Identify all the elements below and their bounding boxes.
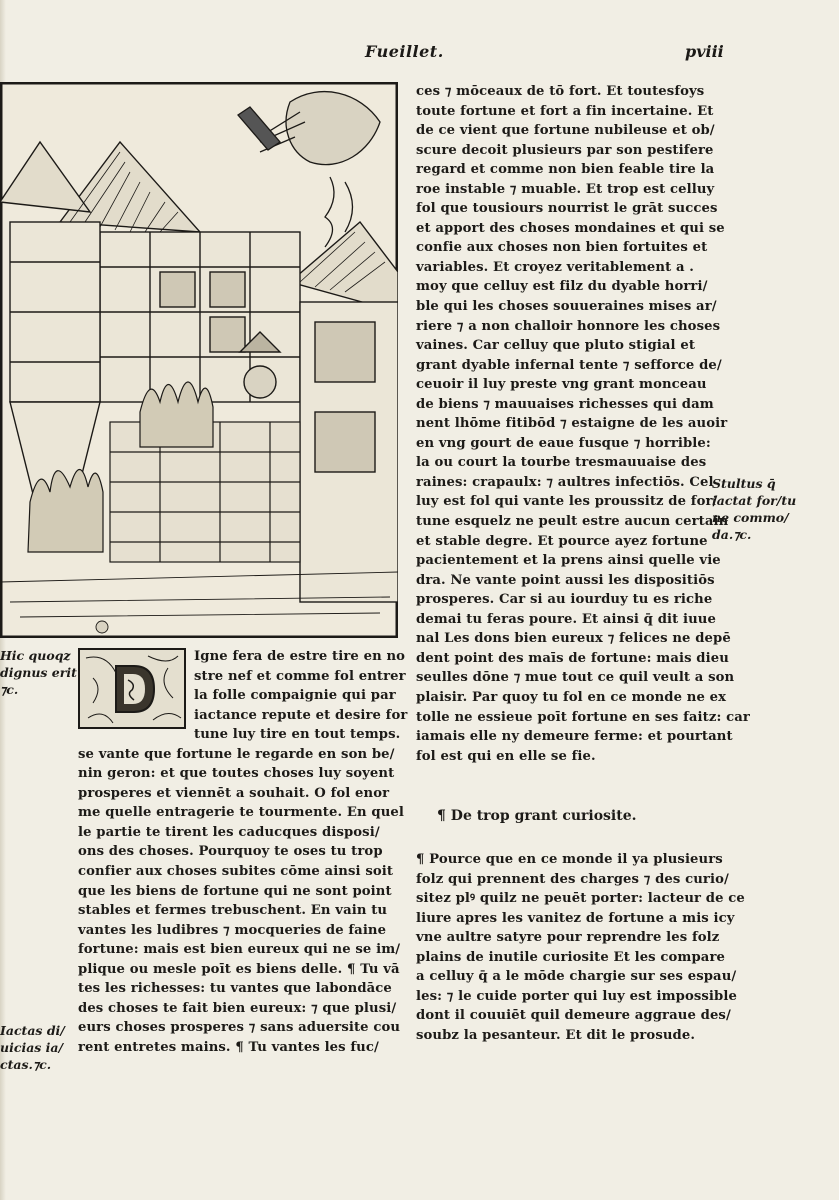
- text-line: et apport des choses mondaines et qui se: [416, 220, 725, 236]
- text-line: pacientement et la prens ainsi quelle vie: [416, 553, 721, 569]
- text-line: et stable degre. Et pource ayez fortune: [416, 533, 708, 549]
- text-line: stables et fermes trebuschent. En vain tu: [78, 903, 388, 919]
- margin-note-line: Iactas di/: [0, 1023, 65, 1038]
- text-line: sitez plꝰ quilz ne peuēt porter: lacteur de ce: [416, 891, 745, 907]
- text-line: moy que celluy est filz du dyable horri/: [416, 279, 708, 295]
- text-line: fol que tousiours nourrist le grāt succes: [416, 201, 718, 217]
- text-line: raines: crapaulx: ⁊ aultres infectiōs. Cel: [416, 474, 714, 490]
- margin-note-line: uicias ia/: [0, 1040, 64, 1055]
- text-line: de ce vient que fortune nubileuse et ob/: [416, 123, 715, 139]
- text-line: variables. Et croyez veritablement a .: [416, 259, 694, 275]
- text-line: seulles dōne ⁊ mue tout ce quil veult a son: [416, 670, 735, 686]
- text-line: la folle compaignie qui par: [194, 688, 396, 704]
- margin-note-line: Stultus q̄: [712, 476, 776, 491]
- pilcrow-icon: ¶: [437, 808, 446, 824]
- text-line: grant dyable infernal tente ⁊ sefforce de/: [416, 357, 722, 373]
- text-line: fol est qui en elle se fie.: [416, 748, 596, 764]
- text-line: demai tu feras poure. Et ainsi q̄ dit iuue: [416, 611, 716, 627]
- text-line: les: ⁊ le cuide porter qui luy est impossible: [416, 988, 737, 1004]
- section-heading: [437, 808, 637, 824]
- text-line: ¶ Pource que en ce monde il ya plusieurs: [416, 852, 723, 867]
- margin-note-line: da.⁊c.: [712, 527, 752, 542]
- text-line: dra. Ne vante point aussi les dispositiōs: [416, 572, 715, 588]
- text-line: iactance repute et desire for: [194, 707, 408, 723]
- text-line: soubz la pesanteur. Et dit le prosude.: [416, 1027, 696, 1043]
- text-line: la ou court la tourbe tresmauuaise des: [416, 455, 707, 471]
- running-header: [0, 42, 839, 66]
- margin-note-iactas: [0, 1022, 65, 1073]
- text-line: ons des choses. Pourquoy te oses tu trop: [78, 844, 383, 860]
- margin-note-line: ne commo/: [712, 510, 789, 525]
- text-line: tes les richesses: tu vantes que labondāce: [78, 981, 392, 997]
- text-line: de biens ⁊ mauuaises richesses qui dam: [416, 396, 714, 412]
- text-line: tolle ne essieue poīt fortune en ses faitz: car: [416, 709, 750, 725]
- text-line: vne aultre satyre pour reprendre les folz: [416, 930, 720, 946]
- text-line: dont il couuiēt quil demeure aggraue des/: [416, 1008, 731, 1024]
- text-line: ble qui les choses souueraines mises ar/: [416, 299, 717, 315]
- text-line: confie aux choses non bien fortuites et: [416, 240, 708, 256]
- text-line: toute fortune et fort a fin incertaine. Et: [416, 103, 714, 119]
- woodcut-illustration: [0, 82, 398, 638]
- text-line: Igne fera de estre tire en no: [194, 649, 406, 664]
- text-line: liure apres les vanitez de fortune a mis icy: [416, 910, 735, 926]
- text-line: roe instable ⁊ muable. Et trop est celluy: [416, 181, 715, 197]
- right-column-text-2: [416, 850, 745, 1045]
- text-line: prosperes. Car si au iourduy tu es riche: [416, 592, 713, 608]
- text-line: folz qui prennent des charges ⁊ des curio/: [416, 871, 729, 887]
- text-line: luy est fol qui vante les proussitz de for/: [416, 494, 718, 510]
- text-line: vantes les ludibres ⁊ mocqueries de faine: [78, 922, 387, 938]
- text-line: a celluy q̄ a le mōde chargie sur ses espau/: [416, 969, 737, 985]
- text-line: iamais elle ny demeure ferme: et pourtant: [416, 729, 733, 745]
- text-line: plains de inutile curiosite Et les compare: [416, 949, 725, 965]
- folio-number: pviii: [685, 42, 724, 61]
- margin-note-hic: [0, 647, 77, 698]
- text-line: des choses te fait bien eureux: ⁊ que plusi/: [78, 1000, 397, 1016]
- text-line: riere ⁊ a non challoir honnore les choses: [416, 318, 721, 334]
- text-line: stre nef et comme fol entrer: [194, 668, 406, 684]
- text-line: regard et comme non bien feable tire la: [416, 162, 715, 178]
- text-line: le partie te tirent les caducques disposi/: [78, 824, 380, 840]
- text-line: ceuoir il luy preste vng grant monceau: [416, 377, 707, 393]
- text-line: eurs choses prosperes ⁊ sans aduersite cou: [78, 1020, 401, 1036]
- left-column-text: [78, 647, 408, 1057]
- text-line: plaisir. Par quoy tu fol en ce monde ne ex: [416, 689, 727, 705]
- text-line: me quelle entragerie te tourmente. En quel: [78, 805, 404, 821]
- text-line: en vng gourt de eaue fusque ⁊ horrible:: [416, 435, 711, 451]
- margin-note-line: ⁊c.: [0, 682, 19, 697]
- text-line: fortune: mais est bien eureux qui ne se im/: [78, 942, 401, 958]
- text-line: nal Les dons bien eureux ⁊ felices ne depē: [416, 631, 731, 647]
- text-line: scure decoit plusieurs par son pestifere: [416, 142, 714, 158]
- running-title: Fueillet.: [365, 42, 444, 61]
- text-line: vaines. Car celluy que pluto stigial et: [416, 338, 696, 354]
- text-line: confier aux choses subites cōme ainsi soit: [78, 864, 394, 880]
- text-line: que les biens de fortune qui ne sont point: [78, 883, 392, 899]
- margin-note-line: Hic quoqz: [0, 648, 71, 663]
- text-line: ces ⁊ mōceaux de tō fort. Et toutesfoys: [416, 84, 705, 99]
- text-line: dent point des maīs de fortune: mais dieu: [416, 650, 729, 666]
- margin-note-line: ctas.⁊c.: [0, 1057, 52, 1072]
- text-line: plique ou mesle poīt es biens delle. ¶ Tu vā: [78, 961, 400, 977]
- text-line: prosperes et viennēt a souhait. O fol enor: [78, 785, 390, 801]
- text-line: tune luy tire en tout temps.: [194, 727, 401, 743]
- text-line: rent entretes mains. ¶ Tu vantes les fuc/: [78, 1039, 379, 1055]
- text-line: nin geron: et que toutes choses luy soyent: [78, 766, 395, 782]
- margin-note-stultus: [712, 475, 796, 543]
- section-heading-text: De trop grant curiosite.: [450, 808, 637, 824]
- margin-note-line: dignus erit: [0, 665, 77, 680]
- text-line: nent lhōme fitibōd ⁊ estaigne de les auoir: [416, 416, 728, 432]
- text-line: tune esquelz ne peult estre aucun certain: [416, 514, 729, 530]
- text-line: se vante que fortune le regarde en son be/: [78, 746, 395, 762]
- margin-note-line: iactat for/tu: [712, 493, 797, 508]
